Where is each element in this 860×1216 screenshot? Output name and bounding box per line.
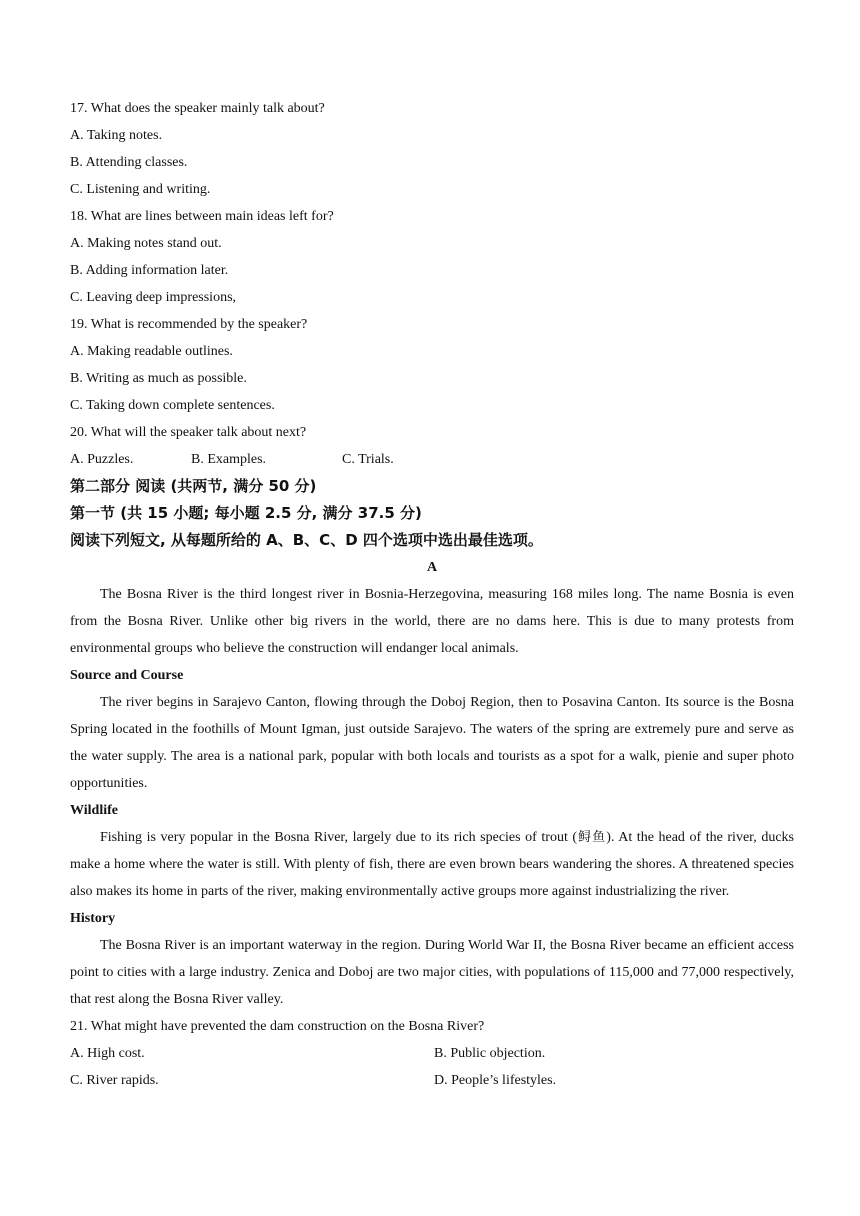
option-20b: B. Examples. bbox=[191, 452, 267, 467]
subheading-wildlife: Wildlife bbox=[70, 803, 118, 818]
trout-chinese-gloss: 鲟鱼 bbox=[577, 830, 607, 845]
subheading-source-course: Source and Course bbox=[70, 668, 184, 683]
subheading-history: History bbox=[70, 911, 116, 926]
option-21c: C. River rapids. bbox=[70, 1073, 159, 1088]
option-21a: A. High cost. bbox=[70, 1046, 145, 1061]
option-18c: C. Leaving deep impressions, bbox=[70, 290, 237, 305]
options-20 bbox=[70, 446, 794, 473]
question-18: 18. What are lines between main ideas left for? bbox=[70, 209, 334, 224]
option-20a: A. Puzzles. bbox=[70, 452, 134, 467]
option-19b: B. Writing as much as possible. bbox=[70, 371, 247, 386]
passage-paragraph-4: The Bosna River is an important waterway in the region. During World War II, the Bosna River became an efficient access point to cities with a large industry. Zenica and Doboj are two major cities, with populations of 115,000 and 77,000 respectively, that rest along the Bosna River valley. bbox=[70, 938, 794, 1007]
option-17c: C. Listening and writing. bbox=[70, 182, 211, 197]
exam-page bbox=[70, 95, 794, 1094]
option-18b: B. Adding information later. bbox=[70, 263, 229, 278]
options-21-row-1 bbox=[70, 1040, 794, 1067]
passage-paragraph-2: The river begins in Sarajevo Canton, flowing through the Doboj Region, then to Posavina Canton. Its source is the Bosna Spring located in the foothills of Mount Igman, just outside Sarajevo. The waters of the spring are extremely pure and serve as the water supply. The area is a national park, popular with both locals and tourists as a spot for a walk, pienie and super photo opportunities. bbox=[70, 695, 794, 791]
passage-paragraph-3 bbox=[70, 824, 794, 905]
question-19: 19. What is recommended by the speaker? bbox=[70, 317, 308, 332]
option-18a: A. Making notes stand out. bbox=[70, 236, 222, 251]
options-21-row-2 bbox=[70, 1067, 794, 1094]
question-21: 21. What might have prevented the dam construction on the Bosna River? bbox=[70, 1019, 485, 1034]
option-17a: A. Taking notes. bbox=[70, 128, 163, 143]
question-17: 17. What does the speaker mainly talk about? bbox=[70, 101, 325, 116]
part-two-heading: 第二部分 阅读 (共两节, 满分 50 分) bbox=[70, 477, 317, 495]
passage-paragraph-1: The Bosna River is the third longest river in Bosnia-Herzegovina, measuring 168 miles long. The name Bosnia is even from the Bosna River. Unlike other big rivers in the world, there are no dams here. This is due to many protests from environmental groups who believe the construction will endanger local animals. bbox=[70, 587, 794, 656]
option-19a: A. Making readable outlines. bbox=[70, 344, 233, 359]
option-21b: B. Public objection. bbox=[434, 1046, 546, 1061]
option-21d: D. People’s lifestyles. bbox=[434, 1073, 557, 1088]
question-20: 20. What will the speaker talk about next? bbox=[70, 425, 307, 440]
passage-label: A bbox=[426, 560, 438, 575]
option-20c: C. Trials. bbox=[342, 452, 394, 467]
paragraph-3-text-start: Fishing is very popular in the Bosna River, largely due to its rich species of trout ( bbox=[100, 830, 578, 845]
paragraph-3-text-end: ). At the head of the river, ducks make a home where the water is still. With plenty of fish, there are even brown bears wandering the shores. A threatened species also makes its home in parts of the river, making environmentally active groups more against industrializing the river. bbox=[70, 830, 794, 899]
option-17b: B. Attending classes. bbox=[70, 155, 188, 170]
option-19c: C. Taking down complete sentences. bbox=[70, 398, 275, 413]
section-one-heading: 第一节 (共 15 小题; 每小题 2.5 分, 满分 37.5 分) bbox=[70, 504, 422, 522]
reading-instruction: 阅读下列短文, 从每题所给的 A、B、C、D 四个选项中选出最佳选项。 bbox=[70, 531, 543, 549]
